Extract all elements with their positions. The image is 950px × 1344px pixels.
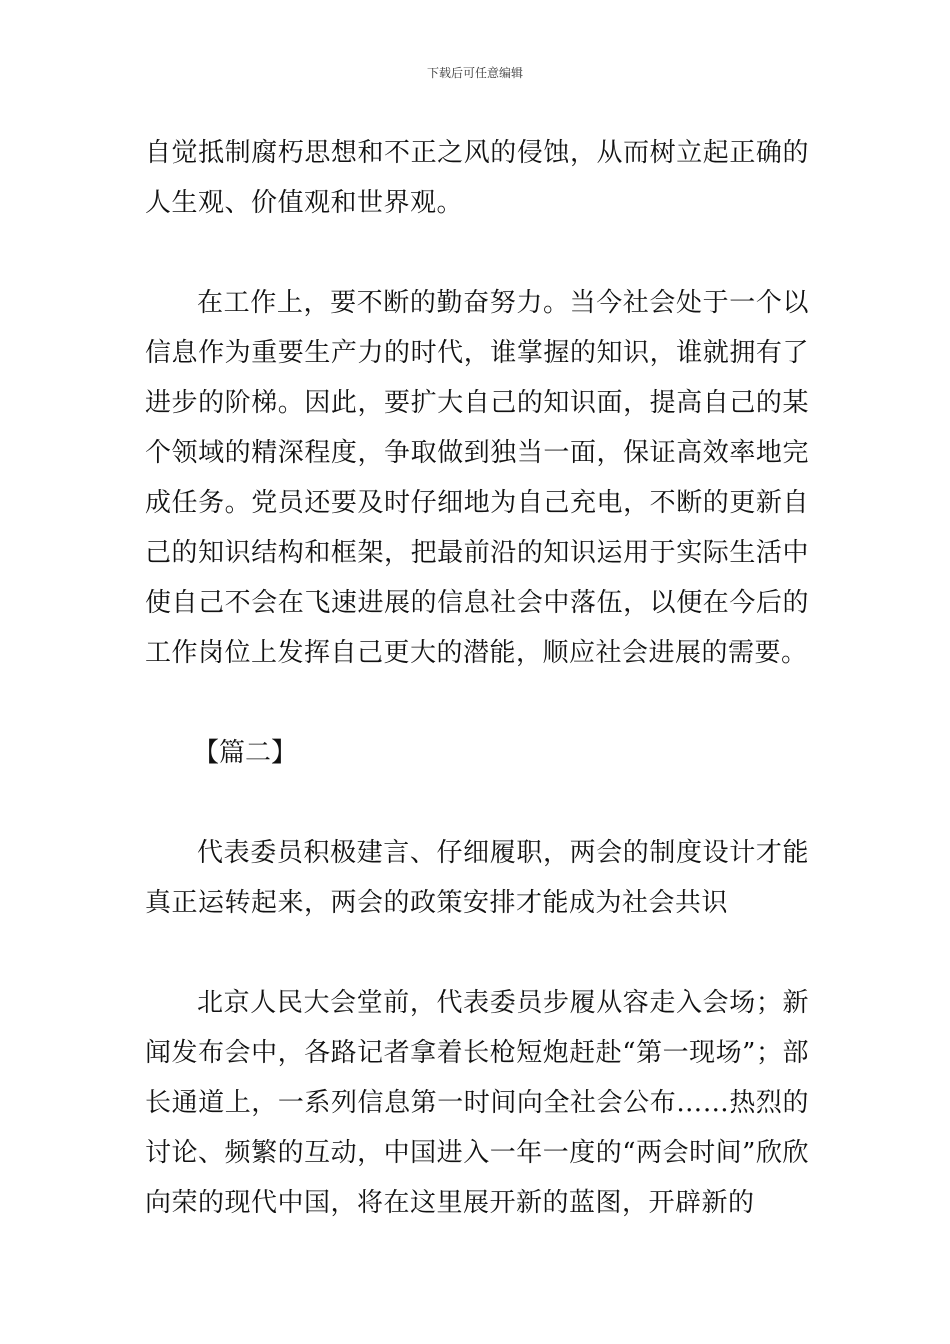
section-heading: 【篇二】 xyxy=(193,738,298,768)
paragraph-2: 在工作上，要不断的勤奋努力。当今社会处于一个以信息作为重要生产力的时代，谁掌握的知识，谁就拥有了进步的阶梯。因此，要扩大自己的知识面，提高自己的某个领域的精深程度，争取做到独当一面，保证高效率地完成任务。党员还要及时仔细地为自己充电，不断的更新自己的知识结构和框架，把最前沿的知识运用于实际生活中使自己不会在飞速进展的信息社会中落伍，以便在今后的工作岗位上发挥自己更大的潜能，顺应社会进展的需要。 xyxy=(145,288,809,668)
paragraph-gap xyxy=(145,778,809,828)
paragraph-gap xyxy=(145,228,809,278)
paragraph-3: 代表委员积极建言、仔细履职，两会的制度设计才能真正运转起来，两会的政策安排才能成为社会共识 xyxy=(145,838,809,918)
paragraph-4: 北京人民大会堂前，代表委员步履从容走入会场；新闻发布会中，各路记者拿着长枪短炮赶赴“第一现场”；部长通道上，一系列信息第一时间向全社会公布……热烈的讨论、频繁的互动，中国进入一年一度的“两会时间”欣欣向荣的现代中国，将在这里展开新的蓝图，开辟新的 xyxy=(145,988,809,1218)
page-header: 下载后可任意编辑 xyxy=(426,66,523,80)
document-body xyxy=(145,128,809,1228)
paragraph-gap xyxy=(145,928,809,978)
paragraph-1: 自觉抵制腐朽思想和不正之风的侵蚀，从而树立起正确的人生观、价值观和世界观。 xyxy=(145,138,809,218)
paragraph-gap xyxy=(145,678,809,728)
